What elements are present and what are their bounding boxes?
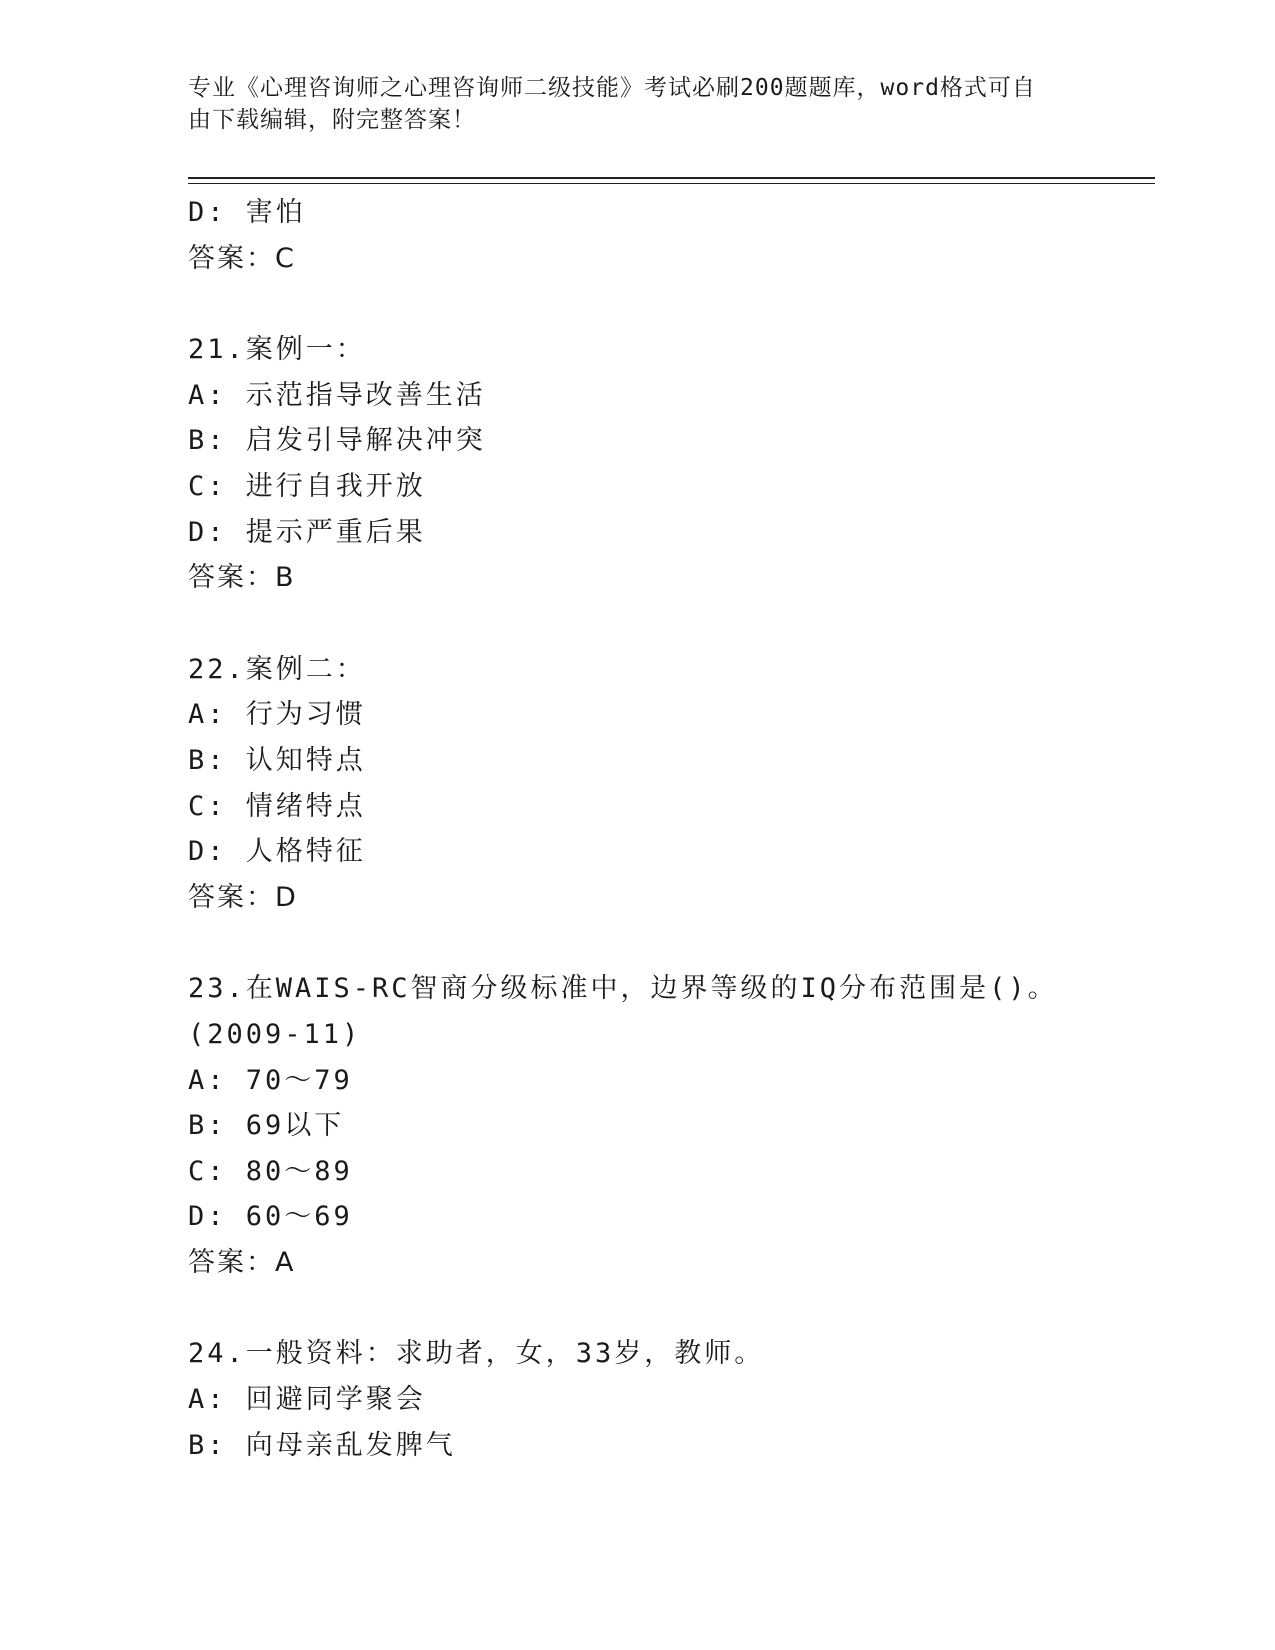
header-title-line-1: 专业《心理咨询师之心理咨询师二级技能》考试必刷200题题库，word格式可自 [188, 75, 1036, 101]
spacer [188, 601, 1148, 647]
option-a: A: 行为习惯 [188, 699, 366, 731]
option-a: A: 回避同学聚会 [188, 1384, 426, 1416]
option-d: D: 害怕 [188, 197, 306, 228]
option-c: C: 进行自我开放 [188, 470, 426, 502]
spacer [188, 281, 1148, 327]
option-c: C: 情绪特点 [188, 790, 366, 822]
question-block-22 [188, 647, 1148, 921]
question-stem: 23.在WAIS-RC智商分级标准中，边界等级的IQ分布范围是()。 [188, 973, 1058, 1005]
page-header [188, 72, 1068, 136]
question-list [188, 190, 1148, 1468]
option-d: D: 提示严重后果 [188, 516, 426, 548]
header-title-line-2: 由下载编辑，附完整答案！ [188, 107, 476, 133]
question-block-21 [188, 327, 1148, 601]
question-block-24 [188, 1331, 1148, 1468]
question-block-23 [188, 966, 1148, 1285]
option-a: A: 70～79 [188, 1064, 353, 1096]
question-stem: 22.案例二： [188, 653, 366, 685]
answer-line: 答案：A [188, 1246, 296, 1278]
header-divider-thin [188, 183, 1155, 184]
option-b: B: 认知特点 [188, 744, 366, 776]
question-block-previous [188, 190, 1148, 281]
option-b: B: 69以下 [188, 1110, 345, 1142]
option-d: D: 人格特征 [188, 836, 366, 868]
option-b: B: 向母亲乱发脾气 [188, 1429, 456, 1461]
spacer [188, 1285, 1148, 1331]
option-b: B: 启发引导解决冲突 [188, 425, 486, 457]
spacer [188, 920, 1148, 966]
answer-line: 答案：B [188, 562, 296, 594]
option-c: C: 80～89 [188, 1155, 353, 1187]
option-a: A: 示范指导改善生活 [188, 379, 486, 411]
answer-line: 答案：C [188, 242, 296, 274]
question-stem: 24.一般资料：求助者，女，33岁，教师。 [188, 1338, 765, 1370]
answer-line: 答案：D [188, 881, 298, 913]
option-d: D: 60～69 [188, 1201, 353, 1233]
question-stem: 21.案例一： [188, 334, 366, 366]
question-stem-continued: (2009-11) [188, 1018, 362, 1050]
header-divider-thick [188, 177, 1155, 179]
